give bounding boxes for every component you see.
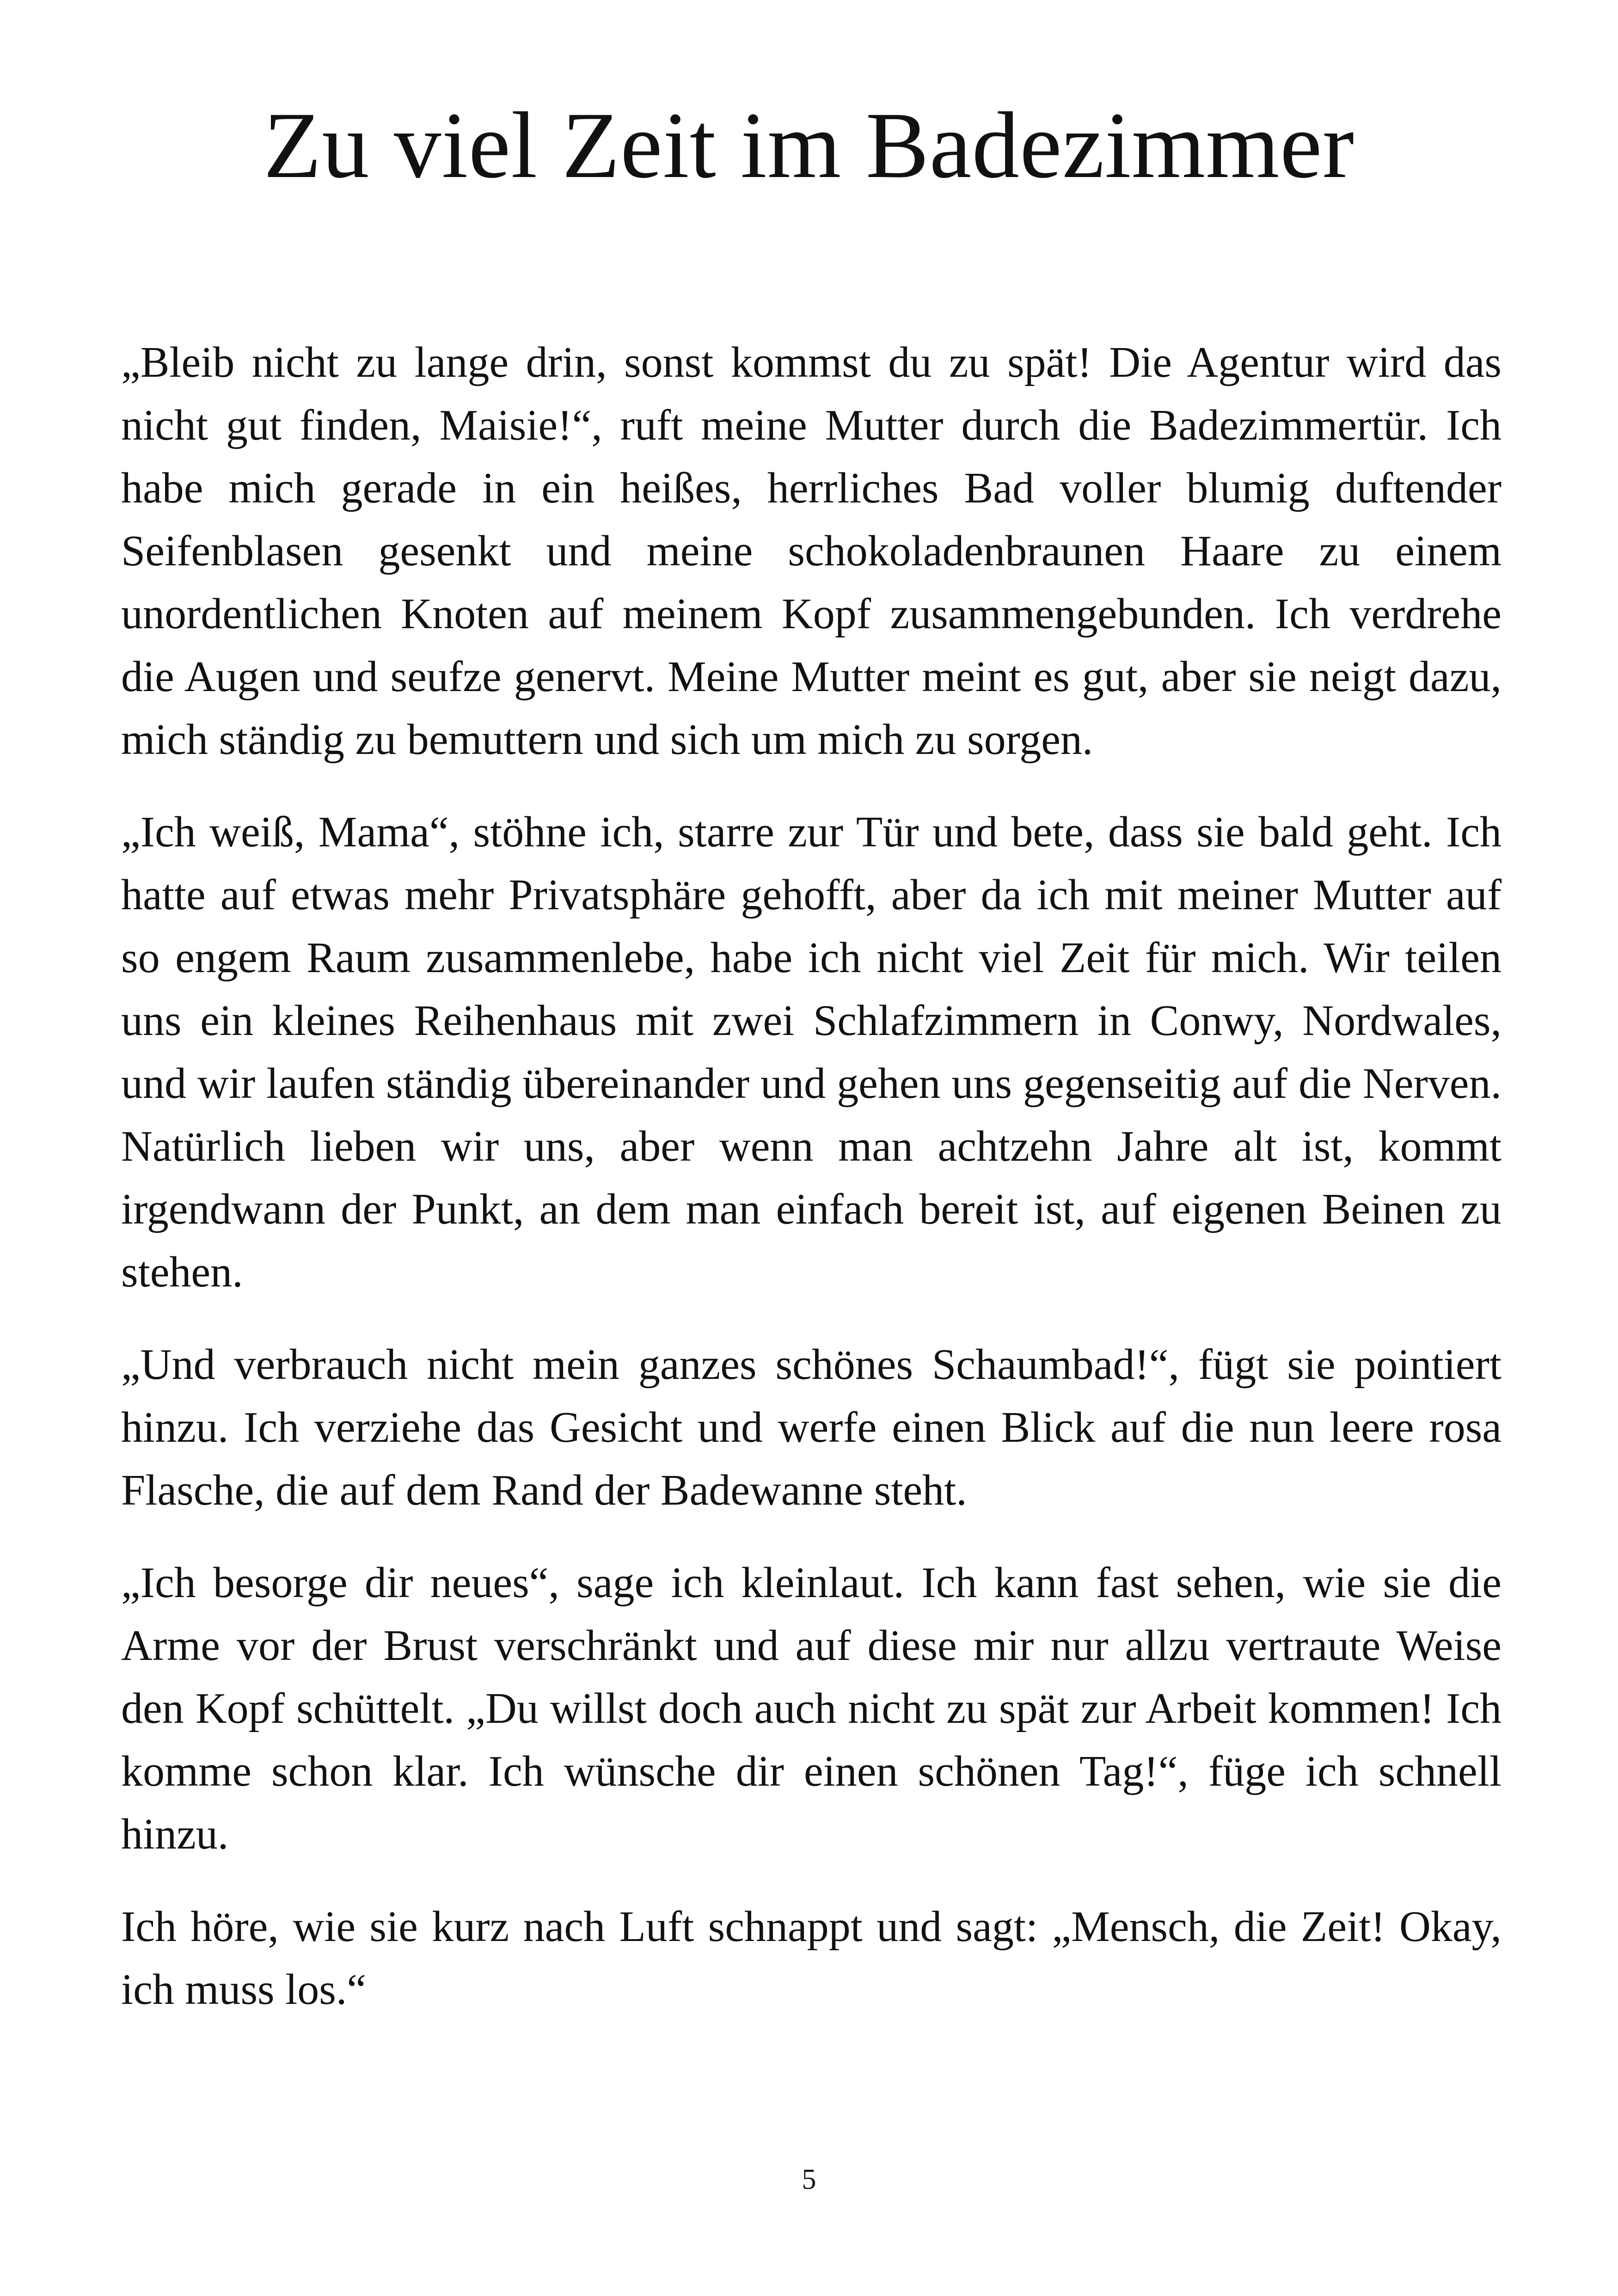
paragraph: „Bleib nicht zu lange drin, sonst kommst du zu spät! Die Agentur wird das nicht gut finden, Maisie!“, ruft meine Mutter durch die Badezimmertür. Ich habe mich gerade in ein heißes, herrliches Bad voller blumig duftender Seifenblasen gesenkt und meine schokoladenbraunen Haare zu einem unordentlichen Knoten auf meinem Kopf zusammengebunden. Ich verdrehe die Augen und seufze genervt. Meine Mutter meint es gut, aber sie neigt dazu, mich ständig zu bemuttern und sich um mich zu sorgen. (121, 338, 1502, 764)
paragraph: Ich höre, wie sie kurz nach Luft schnappt und sagt: „Mensch, die Zeit! Okay, ich muss los.“ (121, 1903, 1502, 2014)
chapter-title: Zu viel Zeit im Badezimmer (264, 93, 1354, 198)
paragraph: „Ich weiß, Mama“, stöhne ich, starre zur Tür und bete, dass sie bald geht. Ich hatte auf etwas mehr Privatsphäre gehofft, aber da ich mit meiner Mutter auf so engem Raum zusammenlebe, habe ich nicht viel Zeit für mich. Wir teilen uns ein kleines Reihenhaus mit zwei Schlafzimmern in Conwy, Nordwales, und wir laufen ständig übereinander und gehen uns gegenseitig auf die Nerven. Natürlich lieben wir uns, aber wenn man achtzehn Jahre alt ist, kommt irgendwann der Punkt, an dem man einfach bereit ist, auf eigenen Beinen zu stehen. (121, 808, 1502, 1296)
paragraph: „Ich besorge dir neues“, sage ich kleinlaut. Ich kann fast sehen, wie sie die Arme vor der Brust verschränkt und auf diese mir nur allzu vertraute Weise den Kopf schüttelt. „Du willst doch auch nicht zu spät zur Arbeit kommen! Ich komme schon klar. Ich wünsche dir einen schönen Tag!“, füge ich schnell hinzu. (121, 1559, 1502, 1858)
body-text (121, 331, 1502, 2051)
page-number: 5 (802, 2164, 816, 2195)
paragraph: „Und verbrauch nicht mein ganzes schönes Schaumbad!“, fügt sie pointiert hinzu. Ich verziehe das Gesicht und werfe einen Blick auf die nun leere rosa Flasche, die auf dem Rand der Badewanne steht. (121, 1341, 1502, 1514)
